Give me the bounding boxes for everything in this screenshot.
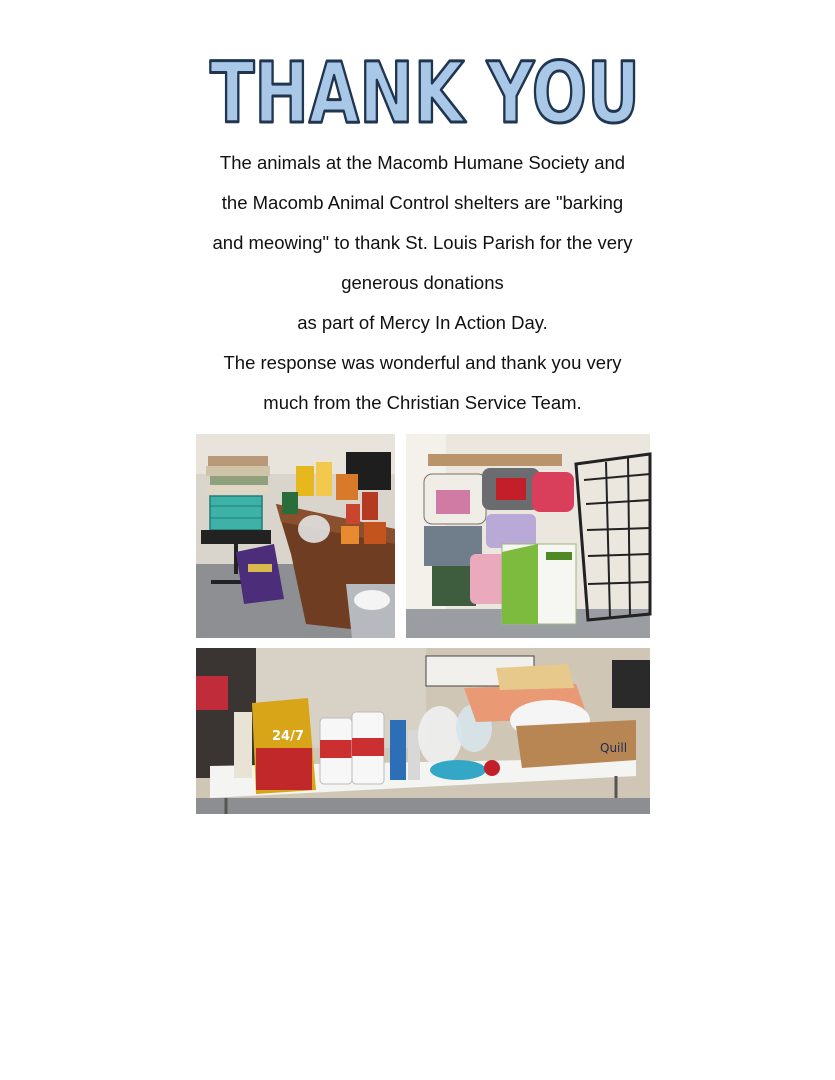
message-line: and meowing" to thank St. Louis Parish for the very <box>212 232 633 253</box>
thank-you-wordart <box>205 40 645 142</box>
donations-desk-photo <box>196 434 395 638</box>
message-line: The animals at the Macomb Humane Society and <box>219 152 626 173</box>
message-line: the Macomb Animal Control shelters are "barking <box>221 192 624 213</box>
message-line: much from the Christian Service Team. <box>263 392 582 413</box>
title-text: THANK YOU <box>210 44 640 142</box>
page-title <box>205 40 645 142</box>
message-line: generous donations <box>341 272 504 293</box>
thank-you-message <box>190 146 655 426</box>
box-label: Quill <box>600 741 628 755</box>
pet-food-label: 24/7 <box>272 729 304 744</box>
pet-carriers-photo <box>406 434 650 638</box>
message-line: as part of Mercy In Action Day. <box>297 312 548 333</box>
donations-table-photo <box>196 648 650 814</box>
message-line: The response was wonderful and thank you very <box>223 352 622 373</box>
